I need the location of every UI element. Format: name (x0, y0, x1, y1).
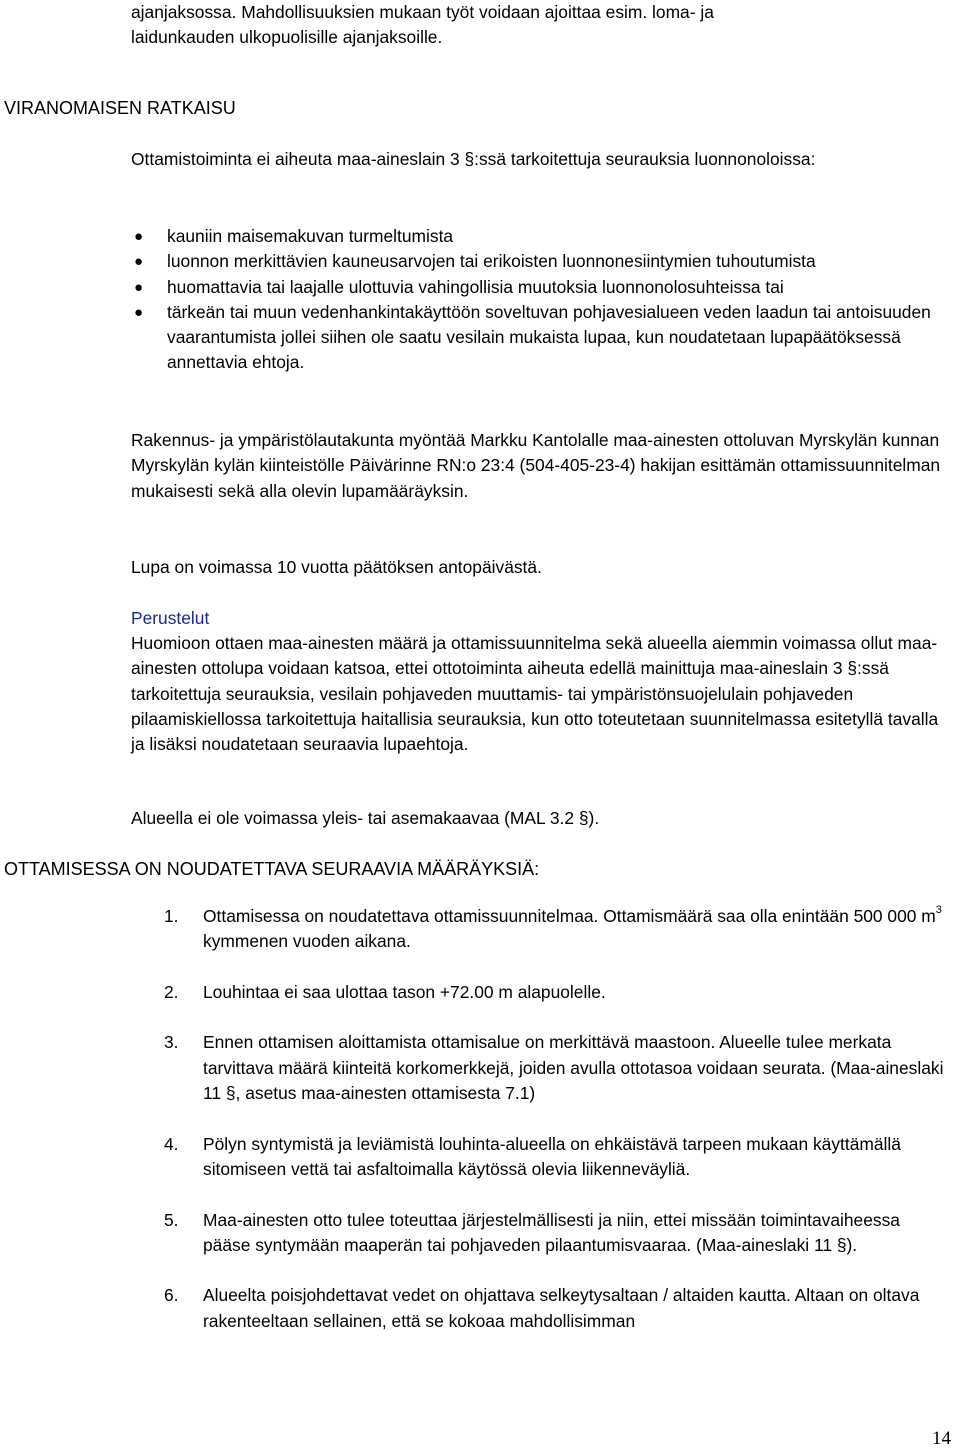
list-item: 1. Ottamisessa on noudatettava ottamissuunnitelmaa. Ottamismäärä saa olla enintään 500 000 $m^3$ kymmenen vuoden aikana. (164, 904, 942, 952)
reasons-paragraph: Huomioon ottaen maa-ainesten määrä ja ottamissuunnitelma sekä alueella aiemmin voimassa ollut maa-ainesten ottolupa voidaan katsoa, ettei ottotoiminta aiheuta edellä mainittuja maa-aineslain 3 §:ssä tarkoitettuja seurauksia, vesilain pohjaveden muuttamis- tai ympäristönsuojelulain pohjaveden pilaamiskiellossa tarkoitettuja haitallisia seurauksia, kun otto toteutetaan suunnitelmassa esitetyllä tavalla ja lisäksi noudatetaan seuraavia lupaehtoja. (131, 633, 939, 755)
intro-paragraph (131, 0, 946, 51)
bullet-icon: ● (134, 278, 144, 296)
grant-paragraph: Rakennus- ja ympäristölautakunta myöntää Markku Kantolalle maa-ainesten ottoluvan Myrskylän kunnan Myrskylän kylän kiinteistölle Päivärinne RN:o 23:4 (504-405-23-4) hakijan esittämän ottamissuunnitelman mukaisesti sekä alla olevin lupamääräyksin. (131, 430, 941, 501)
validity-paragraph: Lupa on voimassa 10 vuotta päätöksen antopäivästä. (131, 557, 542, 577)
bullet-icon: ● (134, 303, 144, 321)
list-item: ● kauniin maisemakuvan turmeltumista (131, 224, 931, 249)
list-item: ● huomattavia tai laajalle ulottuvia vahingollisia muutoksia luonnonolosuhteissa tai (131, 275, 931, 300)
consequence-list (131, 224, 931, 376)
list-item: 6. Alueelta poisjohdettavat vedet on ohjattava selkeytysaltaan / altaiden kautta. Altaan on oltava rakenteeltaan sellainen, että se kokoaa mahdollisimman (164, 1285, 920, 1331)
intro-line-1: ajanjaksossa. Mahdollisuuksien mukaan työt voidaan ajoittaa esim. loma- ja (131, 2, 714, 22)
page-number: 14 (932, 1428, 951, 1449)
intro-line-2: laidunkauden ulkopuolisille ajanjaksoille. (131, 27, 443, 48)
list-item: ● tärkeän tai muun vedenhankintakäyttöön soveltuvan pohjavesialueen veden laadun tai antoisuuden vaarantumista jollei siihen ole saatu vesilain mukaista lupaa, kun noudatetaan lupapäätöksessä annettavia ehtoja. (134, 301, 931, 373)
reasons-title: Perustelut (131, 608, 210, 628)
rules-heading: OTTAMISESSA ON NOUDATETTAVA SEURAAVIA MÄÄRÄYKSIÄ: (4, 859, 540, 879)
zoning-paragraph: Alueella ei ole voimassa yleis- tai asemakaavaa (MAL 3.2 §). (131, 808, 600, 828)
item-number: 6. (164, 1285, 179, 1306)
list-item: ● luonnon merkittävien kauneusarvojen tai erikoisten luonnonesiintymien tuhoutumista (131, 249, 931, 274)
list-item: 4. Pölyn syntymistä ja leviämistä louhinta-alueella on ehkäistävä tarpeen mukaan käyttämällä sitomiseen vettä tai asfaltoimalla käytössä olevia liikenneväyliä. (164, 1133, 901, 1179)
item-number: 5. (164, 1209, 179, 1230)
bullet-icon: ● (134, 253, 144, 271)
list-item: 3. Ennen ottamisen aloittamista ottamisalue on merkittävä maastoon. Alueelle tulee merkata tarvittava määrä kiinteitä korkomerkkejä, joiden avulla ottotasoa voidaan seurata. (Maa-aineslaki 11 §, asetus maa-ainesten ottamisesta 7.1) (164, 1032, 944, 1104)
list-item: 2. Louhintaa ei saa ulottaa tason +72.00 m alapuolelle. (164, 980, 944, 1005)
item-number: 2. (164, 981, 179, 1002)
item-number: 3. (164, 1032, 179, 1053)
decision-heading: VIRANOMAISEN RATKAISU (4, 98, 236, 118)
decision-lead: Ottamistoiminta ei aiheuta maa-aineslain 3 §:ssä tarkoitettuja seurauksia luonnonoloissa: (131, 149, 816, 169)
item-number: 4. (164, 1133, 179, 1154)
list-item: 5. Maa-ainesten otto tulee toteuttaa järjestelmällisesti ja niin, ettei missään toimintavaiheessa pääse syntymään maaperän tai pohjaveden pilaantumisvaaraa. (Maa-aineslaki 11 §). (164, 1209, 900, 1255)
item-number: 1. (164, 906, 179, 926)
rules-list (164, 904, 944, 1359)
bullet-icon: ● (134, 228, 144, 245)
